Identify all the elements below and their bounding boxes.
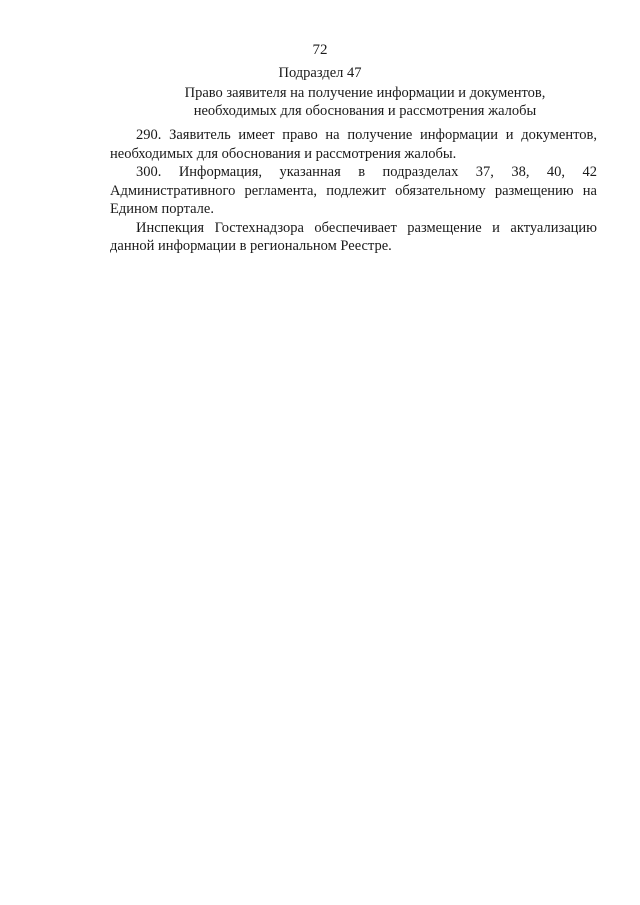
page-number: 72 (312, 42, 328, 58)
subsection-title: Подраздел 47 (278, 65, 362, 81)
paragraph-inspection-line-2: данной информации в региональном Реестре. (110, 238, 392, 254)
section-heading-line-1: Право заявителя на получение информации и документов, (184, 85, 546, 101)
paragraph-290-line-2: необходимых для обоснования и рассмотрения жалобы. (110, 145, 457, 162)
paragraph-290-line-1: 290. Заявитель имеет право на получение информации и документов, (136, 127, 597, 143)
paragraph-300-line-1: 300. Информация, указанная в подразделах 37, 38, 40, 42 (136, 164, 597, 180)
paragraph-300-line-3: Едином портале. (110, 201, 214, 217)
section-heading-line-2: необходимых для обоснования и рассмотрения жалобы (193, 103, 537, 119)
paragraph-inspection (110, 219, 597, 256)
document-body (110, 126, 597, 256)
paragraph-300 (110, 163, 597, 219)
paragraph-290 (110, 126, 597, 163)
section-heading (160, 84, 570, 120)
paragraph-inspection-line-1: Инспекция Гостехнадзора обеспечивает размещение и актуализацию (136, 219, 597, 236)
paragraph-300-line-2: Административного регламента, подлежит обязательному размещению на (110, 182, 597, 199)
